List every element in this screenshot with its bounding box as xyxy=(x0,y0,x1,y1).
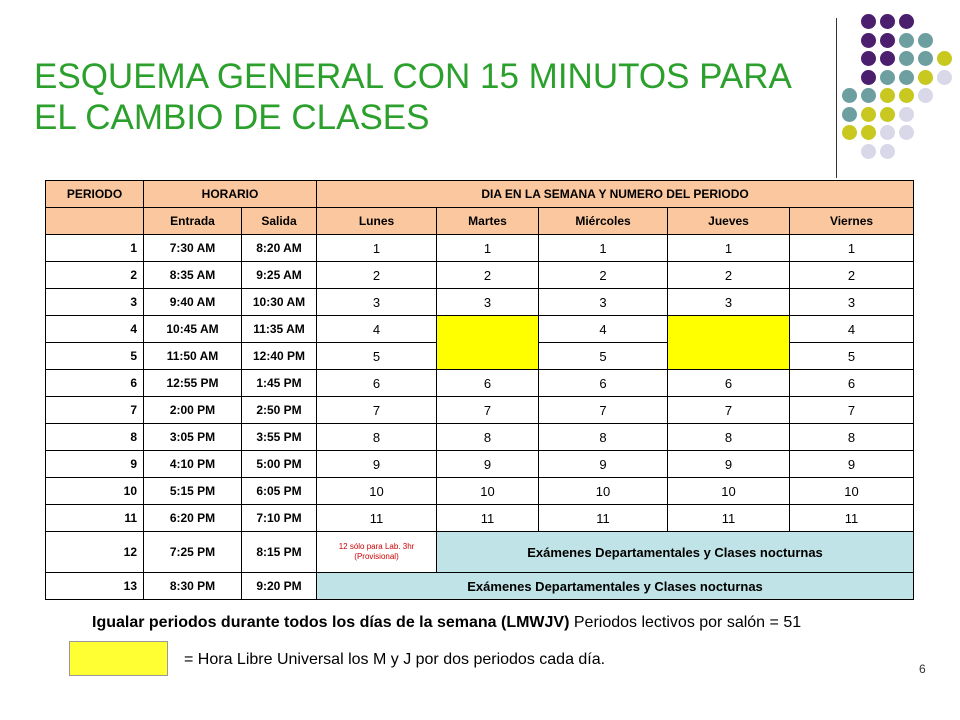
period-number: 5 xyxy=(46,343,144,370)
period-cell: 4 xyxy=(539,316,668,343)
header-day-viernes: Viernes xyxy=(790,208,914,235)
decor-dot xyxy=(861,33,876,48)
decor-dot xyxy=(918,70,933,85)
footer-bold-text: Igualar periodos durante todos los días de la semana (LMWJV) xyxy=(92,614,570,631)
start-time: 12:55 PM xyxy=(144,370,242,397)
period-cell: 1 xyxy=(790,235,914,262)
period-cell: 10 xyxy=(437,478,539,505)
decor-dot xyxy=(880,107,895,122)
table-row xyxy=(46,289,914,316)
decor-dot xyxy=(937,70,952,85)
period-cell: 7 xyxy=(317,397,437,424)
header-salida: Salida xyxy=(242,208,317,235)
end-time: 7:10 PM xyxy=(242,505,317,532)
period-cell: 4 xyxy=(317,316,437,343)
table-row-12 xyxy=(46,532,914,573)
start-time: 11:50 AM xyxy=(144,343,242,370)
header-day-miercoles: Miércoles xyxy=(539,208,668,235)
decor-dot xyxy=(880,51,895,66)
period-cell: 9 xyxy=(668,451,790,478)
page-number: 6 xyxy=(919,662,926,676)
period-cell: 11 xyxy=(668,505,790,532)
decor-dot xyxy=(861,125,876,140)
decor-dot xyxy=(842,125,857,140)
period-cell: 2 xyxy=(539,262,668,289)
period-cell: 8 xyxy=(539,424,668,451)
period-cell: 6 xyxy=(437,370,539,397)
decor-dot xyxy=(880,88,895,103)
period-cell: 9 xyxy=(539,451,668,478)
period-cell: 2 xyxy=(668,262,790,289)
decor-dot xyxy=(861,107,876,122)
table-row xyxy=(46,262,914,289)
header-periodo: PERIODO xyxy=(46,181,144,208)
period-cell: 3 xyxy=(668,289,790,316)
decor-dot xyxy=(861,51,876,66)
end-time: 6:05 PM xyxy=(242,478,317,505)
period-number: 11 xyxy=(46,505,144,532)
period-cell: 8 xyxy=(668,424,790,451)
period-cell: 4 xyxy=(790,316,914,343)
free-hour-cell xyxy=(437,316,539,370)
footer-periods-text: Periodos lectivos por salón = 51 xyxy=(569,614,802,631)
end-time: 5:00 PM xyxy=(242,451,317,478)
legend-text: = Hora Libre Universal los M y J por dos periodos cada día. xyxy=(184,651,606,668)
period-number: 1 xyxy=(46,235,144,262)
end-time: 3:55 PM xyxy=(242,424,317,451)
period-cell: 7 xyxy=(437,397,539,424)
header-day-jueves: Jueves xyxy=(668,208,790,235)
period-cell: 9 xyxy=(790,451,914,478)
decor-dot xyxy=(937,51,952,66)
period-number: 6 xyxy=(46,370,144,397)
period-cell: 10 xyxy=(668,478,790,505)
legend-swatch xyxy=(69,641,168,676)
night-classes-cell: Exámenes Departamentales y Clases nocturnas xyxy=(437,532,914,573)
period-number: 3 xyxy=(46,289,144,316)
decor-dot xyxy=(861,144,876,159)
period-number: 9 xyxy=(46,451,144,478)
period-cell: 3 xyxy=(437,289,539,316)
period-cell: 6 xyxy=(317,370,437,397)
period-cell: 6 xyxy=(668,370,790,397)
period-number: 8 xyxy=(46,424,144,451)
period-number: 4 xyxy=(46,316,144,343)
header-empty xyxy=(46,208,144,235)
period-cell: 2 xyxy=(790,262,914,289)
decor-dot xyxy=(880,33,895,48)
night-classes-cell: Exámenes Departamentales y Clases nocturnas xyxy=(317,573,914,600)
table-row xyxy=(46,397,914,424)
table-row xyxy=(46,505,914,532)
period-number: 7 xyxy=(46,397,144,424)
decor-dot xyxy=(918,88,933,103)
table-row xyxy=(46,316,914,343)
period-cell: 2 xyxy=(317,262,437,289)
decor-dot xyxy=(899,70,914,85)
start-time: 8:30 PM xyxy=(144,573,242,600)
schedule-table xyxy=(45,180,914,600)
start-time: 7:25 PM xyxy=(144,532,242,573)
start-time: 10:45 AM xyxy=(144,316,242,343)
decor-dot xyxy=(899,33,914,48)
decor-dot xyxy=(861,14,876,29)
end-time: 2:50 PM xyxy=(242,397,317,424)
period-cell: 10 xyxy=(790,478,914,505)
decor-dot xyxy=(861,70,876,85)
period-cell: 8 xyxy=(317,424,437,451)
period-cell: 1 xyxy=(668,235,790,262)
period-number: 10 xyxy=(46,478,144,505)
decor-dot xyxy=(880,144,895,159)
decor-dot xyxy=(880,14,895,29)
start-time: 3:05 PM xyxy=(144,424,242,451)
decor-dot xyxy=(899,88,914,103)
period-cell: 5 xyxy=(539,343,668,370)
period-cell: 10 xyxy=(539,478,668,505)
period-cell: 9 xyxy=(317,451,437,478)
period-cell: 5 xyxy=(790,343,914,370)
period-cell: 11 xyxy=(790,505,914,532)
start-time: 4:10 PM xyxy=(144,451,242,478)
period-number: 2 xyxy=(46,262,144,289)
period-cell: 11 xyxy=(539,505,668,532)
end-time: 10:30 AM xyxy=(242,289,317,316)
period-cell: 7 xyxy=(790,397,914,424)
period-cell: 6 xyxy=(790,370,914,397)
footer-note xyxy=(92,614,801,632)
slide-title: ESQUEMA GENERAL CON 15 MINUTOS PARA EL CAMBIO DE CLASES xyxy=(34,57,790,137)
header-horario: HORARIO xyxy=(144,181,317,208)
end-time: 12:40 PM xyxy=(242,343,317,370)
header-row-1 xyxy=(46,181,914,208)
period-cell: 9 xyxy=(437,451,539,478)
header-row-2 xyxy=(46,208,914,235)
end-time: 1:45 PM xyxy=(242,370,317,397)
start-time: 8:35 AM xyxy=(144,262,242,289)
start-time: 2:00 PM xyxy=(144,397,242,424)
start-time: 7:30 AM xyxy=(144,235,242,262)
period-cell: 7 xyxy=(668,397,790,424)
end-time: 8:20 AM xyxy=(242,235,317,262)
decor-dot xyxy=(861,88,876,103)
decor-dot xyxy=(899,125,914,140)
decor-dot xyxy=(899,51,914,66)
decor-dot xyxy=(918,51,933,66)
decor-dot xyxy=(842,88,857,103)
end-time: 9:25 AM xyxy=(242,262,317,289)
period-cell: 8 xyxy=(437,424,539,451)
period-cell: 10 xyxy=(317,478,437,505)
end-time: 11:35 AM xyxy=(242,316,317,343)
decor-dot-grid xyxy=(842,8,960,158)
free-hour-cell xyxy=(668,316,790,370)
period-cell: 5 xyxy=(317,343,437,370)
table-row-13 xyxy=(46,573,914,600)
decor-dot xyxy=(899,14,914,29)
period-number: 12 xyxy=(46,532,144,573)
decor-dot xyxy=(880,125,895,140)
table-row xyxy=(46,370,914,397)
start-time: 9:40 AM xyxy=(144,289,242,316)
period-cell: 3 xyxy=(790,289,914,316)
period-cell: 1 xyxy=(437,235,539,262)
table-row xyxy=(46,478,914,505)
period-cell: 3 xyxy=(317,289,437,316)
decor-dot xyxy=(899,107,914,122)
period-cell: 7 xyxy=(539,397,668,424)
table-row xyxy=(46,451,914,478)
period-cell: 6 xyxy=(539,370,668,397)
period-cell: 1 xyxy=(317,235,437,262)
period-cell: 11 xyxy=(317,505,437,532)
decor-dot xyxy=(880,70,895,85)
end-time: 8:15 PM xyxy=(242,532,317,573)
end-time: 9:20 PM xyxy=(242,573,317,600)
table-row xyxy=(46,424,914,451)
period-cell: 2 xyxy=(437,262,539,289)
period-cell: 3 xyxy=(539,289,668,316)
table-row xyxy=(46,235,914,262)
header-day-lunes: Lunes xyxy=(317,208,437,235)
decor-divider xyxy=(836,18,837,178)
decor-dot xyxy=(918,33,933,48)
period-cell: 11 xyxy=(437,505,539,532)
decor-dot xyxy=(842,107,857,122)
start-time: 6:20 PM xyxy=(144,505,242,532)
start-time: 5:15 PM xyxy=(144,478,242,505)
header-day-martes: Martes xyxy=(437,208,539,235)
header-entrada: Entrada xyxy=(144,208,242,235)
period-cell: 1 xyxy=(539,235,668,262)
period-cell: 8 xyxy=(790,424,914,451)
period-number: 13 xyxy=(46,573,144,600)
lab-note: 12 sólo para Lab. 3hr (Provisional) xyxy=(317,532,437,573)
header-dia: DIA EN LA SEMANA Y NUMERO DEL PERIODO xyxy=(317,181,914,208)
